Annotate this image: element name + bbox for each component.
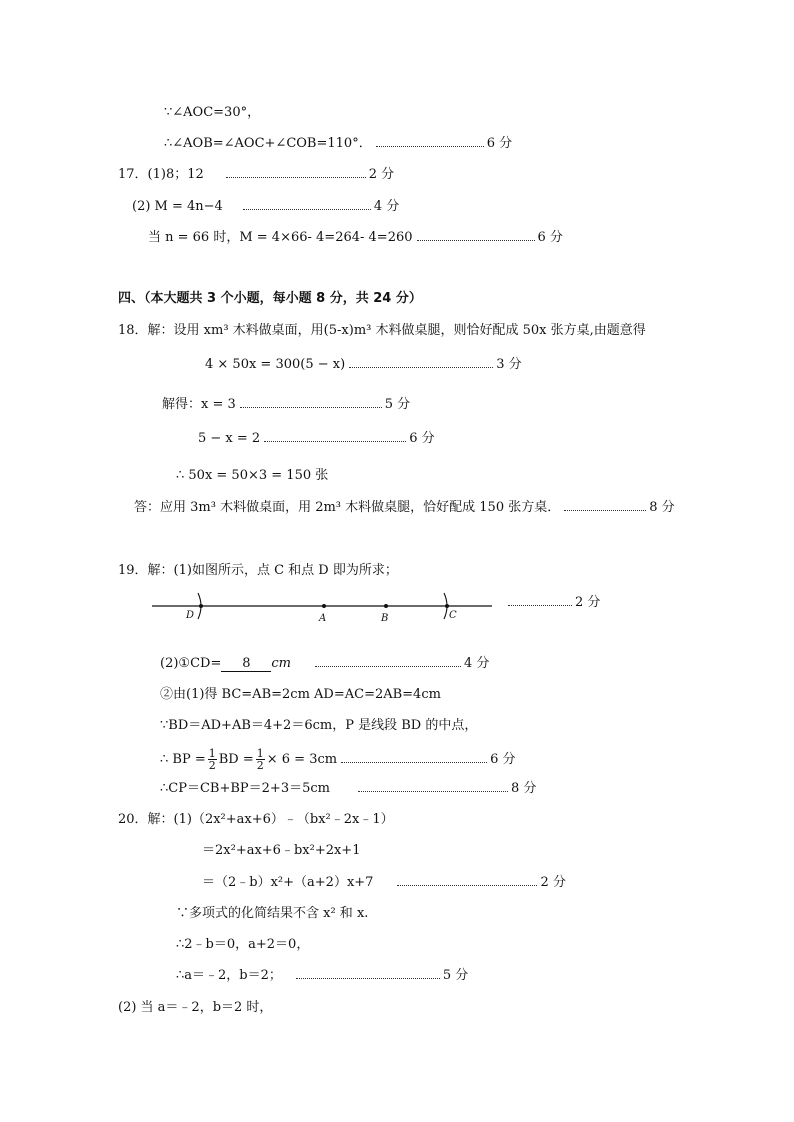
text-line: ∵∠AOC=30°， bbox=[164, 105, 261, 120]
text-line bbox=[134, 499, 675, 517]
dotted-leader bbox=[358, 780, 508, 792]
text-line bbox=[205, 356, 522, 374]
equation: 5 − x = 2 bbox=[198, 431, 261, 446]
score: 2 分 bbox=[575, 595, 601, 610]
dotted-leader bbox=[341, 751, 487, 763]
score: 4 分 bbox=[373, 199, 400, 214]
answer-blank: 8 bbox=[221, 657, 271, 672]
equation: ∴ 50x = 50×3 = 150 张 bbox=[176, 468, 329, 483]
fraction-numerator: 1 bbox=[208, 747, 216, 760]
text-line: (2) 当 a＝﹣2，b＝2 时， bbox=[118, 1000, 273, 1015]
text-line: ②由(1)得 BC=AB=2cm AD=AC=2AB=4cm bbox=[160, 687, 441, 702]
dotted-leader bbox=[240, 396, 382, 408]
text-line bbox=[176, 967, 468, 985]
text-line-content: ∴CP＝CB+BP＝2+3＝5cm bbox=[160, 781, 330, 796]
text-line bbox=[160, 780, 536, 798]
label-a: A bbox=[319, 613, 327, 624]
dotted-leader bbox=[226, 166, 366, 178]
text-line bbox=[148, 229, 563, 247]
section-header: 四、（本大题共 3 个小题，每小题 8 分，共 24 分） bbox=[118, 291, 422, 306]
unit: cm bbox=[271, 656, 291, 671]
text-line bbox=[508, 594, 600, 612]
score: 2 分 bbox=[540, 875, 566, 890]
dotted-leader bbox=[397, 874, 537, 886]
score: 8 分 bbox=[510, 781, 537, 796]
score: 3 分 bbox=[496, 357, 522, 372]
text-line bbox=[160, 655, 489, 673]
score: 6 分 bbox=[409, 431, 435, 446]
dotted-leader bbox=[564, 499, 646, 511]
fraction-half bbox=[208, 748, 217, 771]
text-line: ∴2﹣b＝0，a+2＝0， bbox=[176, 937, 310, 952]
text-line bbox=[162, 396, 410, 414]
text-line bbox=[160, 748, 516, 770]
score: 8 分 bbox=[649, 500, 675, 515]
score: 5 分 bbox=[442, 968, 469, 983]
dotted-leader bbox=[376, 135, 484, 147]
dotted-leader bbox=[508, 594, 572, 606]
text-line bbox=[164, 135, 512, 153]
text-line bbox=[118, 166, 394, 184]
fraction-numerator: 1 bbox=[256, 747, 264, 760]
score: 6 分 bbox=[490, 752, 516, 767]
text-line-content: (2)①CD= bbox=[160, 656, 222, 671]
text-line bbox=[132, 198, 399, 216]
text-line-content: ∴a＝﹣2，b＝2； bbox=[176, 968, 282, 983]
point-a bbox=[322, 604, 326, 608]
score: 5 分 bbox=[384, 397, 411, 412]
text-line bbox=[198, 430, 435, 448]
score: 4 分 bbox=[463, 656, 490, 671]
text-line: ∵多项式的化简结果不含 x² 和 x. bbox=[176, 906, 369, 921]
label-c: C bbox=[449, 610, 457, 621]
point-b bbox=[384, 604, 388, 608]
equation: 4 × 50x = 300(5 − x) bbox=[205, 357, 346, 372]
fraction-denominator: 2 bbox=[256, 759, 264, 772]
score: 6 分 bbox=[486, 136, 513, 151]
text-line: 20．解：(1)（2x²+ax+6）﹣（bx²﹣2x﹣1） bbox=[118, 812, 394, 827]
dotted-leader bbox=[243, 198, 371, 210]
equation-part: ∴ BP = bbox=[160, 752, 206, 767]
text-line bbox=[202, 874, 566, 892]
text-line: 18．解：设用 xm³ 木料做桌面，用(5-x)m³ 木料做桌腿，则恰好配成 50x 张方桌,由题意得 bbox=[118, 323, 646, 338]
equation: ＝（2﹣b）x²+（a+2）x+7 bbox=[202, 875, 374, 890]
label-b: B bbox=[381, 613, 389, 624]
equation-part: BD = bbox=[218, 752, 254, 767]
score: 6 分 bbox=[537, 230, 563, 245]
text-line-content: ∴∠AOB=∠AOC+∠COB=110°． bbox=[164, 136, 372, 151]
point-c bbox=[445, 604, 449, 608]
text-line-content: 答：应用 3m³ 木料做桌面，用 2m³ 木料做桌腿，恰好配成 150 张方桌． bbox=[134, 500, 561, 515]
text-line: 19．解：(1)如图所示，点 C 和点 D 即为所求； bbox=[118, 563, 398, 578]
score: 2 分 bbox=[368, 167, 395, 182]
point-d bbox=[199, 604, 203, 608]
dotted-leader bbox=[264, 430, 406, 442]
line-segment-figure bbox=[140, 586, 510, 626]
text-line-content: (2) M = 4n−4 bbox=[132, 199, 223, 214]
fraction-half bbox=[256, 748, 265, 771]
dotted-leader bbox=[296, 967, 440, 979]
equation: ＝2x²+ax+6﹣bx²+2x+1 bbox=[202, 843, 361, 858]
equation-part: × 6 = 3cm bbox=[266, 752, 338, 767]
dotted-leader bbox=[349, 356, 493, 368]
text-line: ∵BD＝AD+AB＝4+2＝6cm，P 是线段 BD 的中点， bbox=[160, 718, 478, 733]
text-line-content: 当 n = 66 时，M = 4×66- 4=264- 4=260 bbox=[148, 230, 413, 245]
dotted-leader bbox=[315, 655, 461, 667]
text-line-content: 17．(1)8；12 bbox=[118, 167, 204, 182]
equation: 解得：x = 3 bbox=[162, 397, 236, 412]
label-d: D bbox=[186, 610, 195, 621]
dotted-leader bbox=[417, 229, 535, 241]
fraction-denominator: 2 bbox=[208, 759, 216, 772]
